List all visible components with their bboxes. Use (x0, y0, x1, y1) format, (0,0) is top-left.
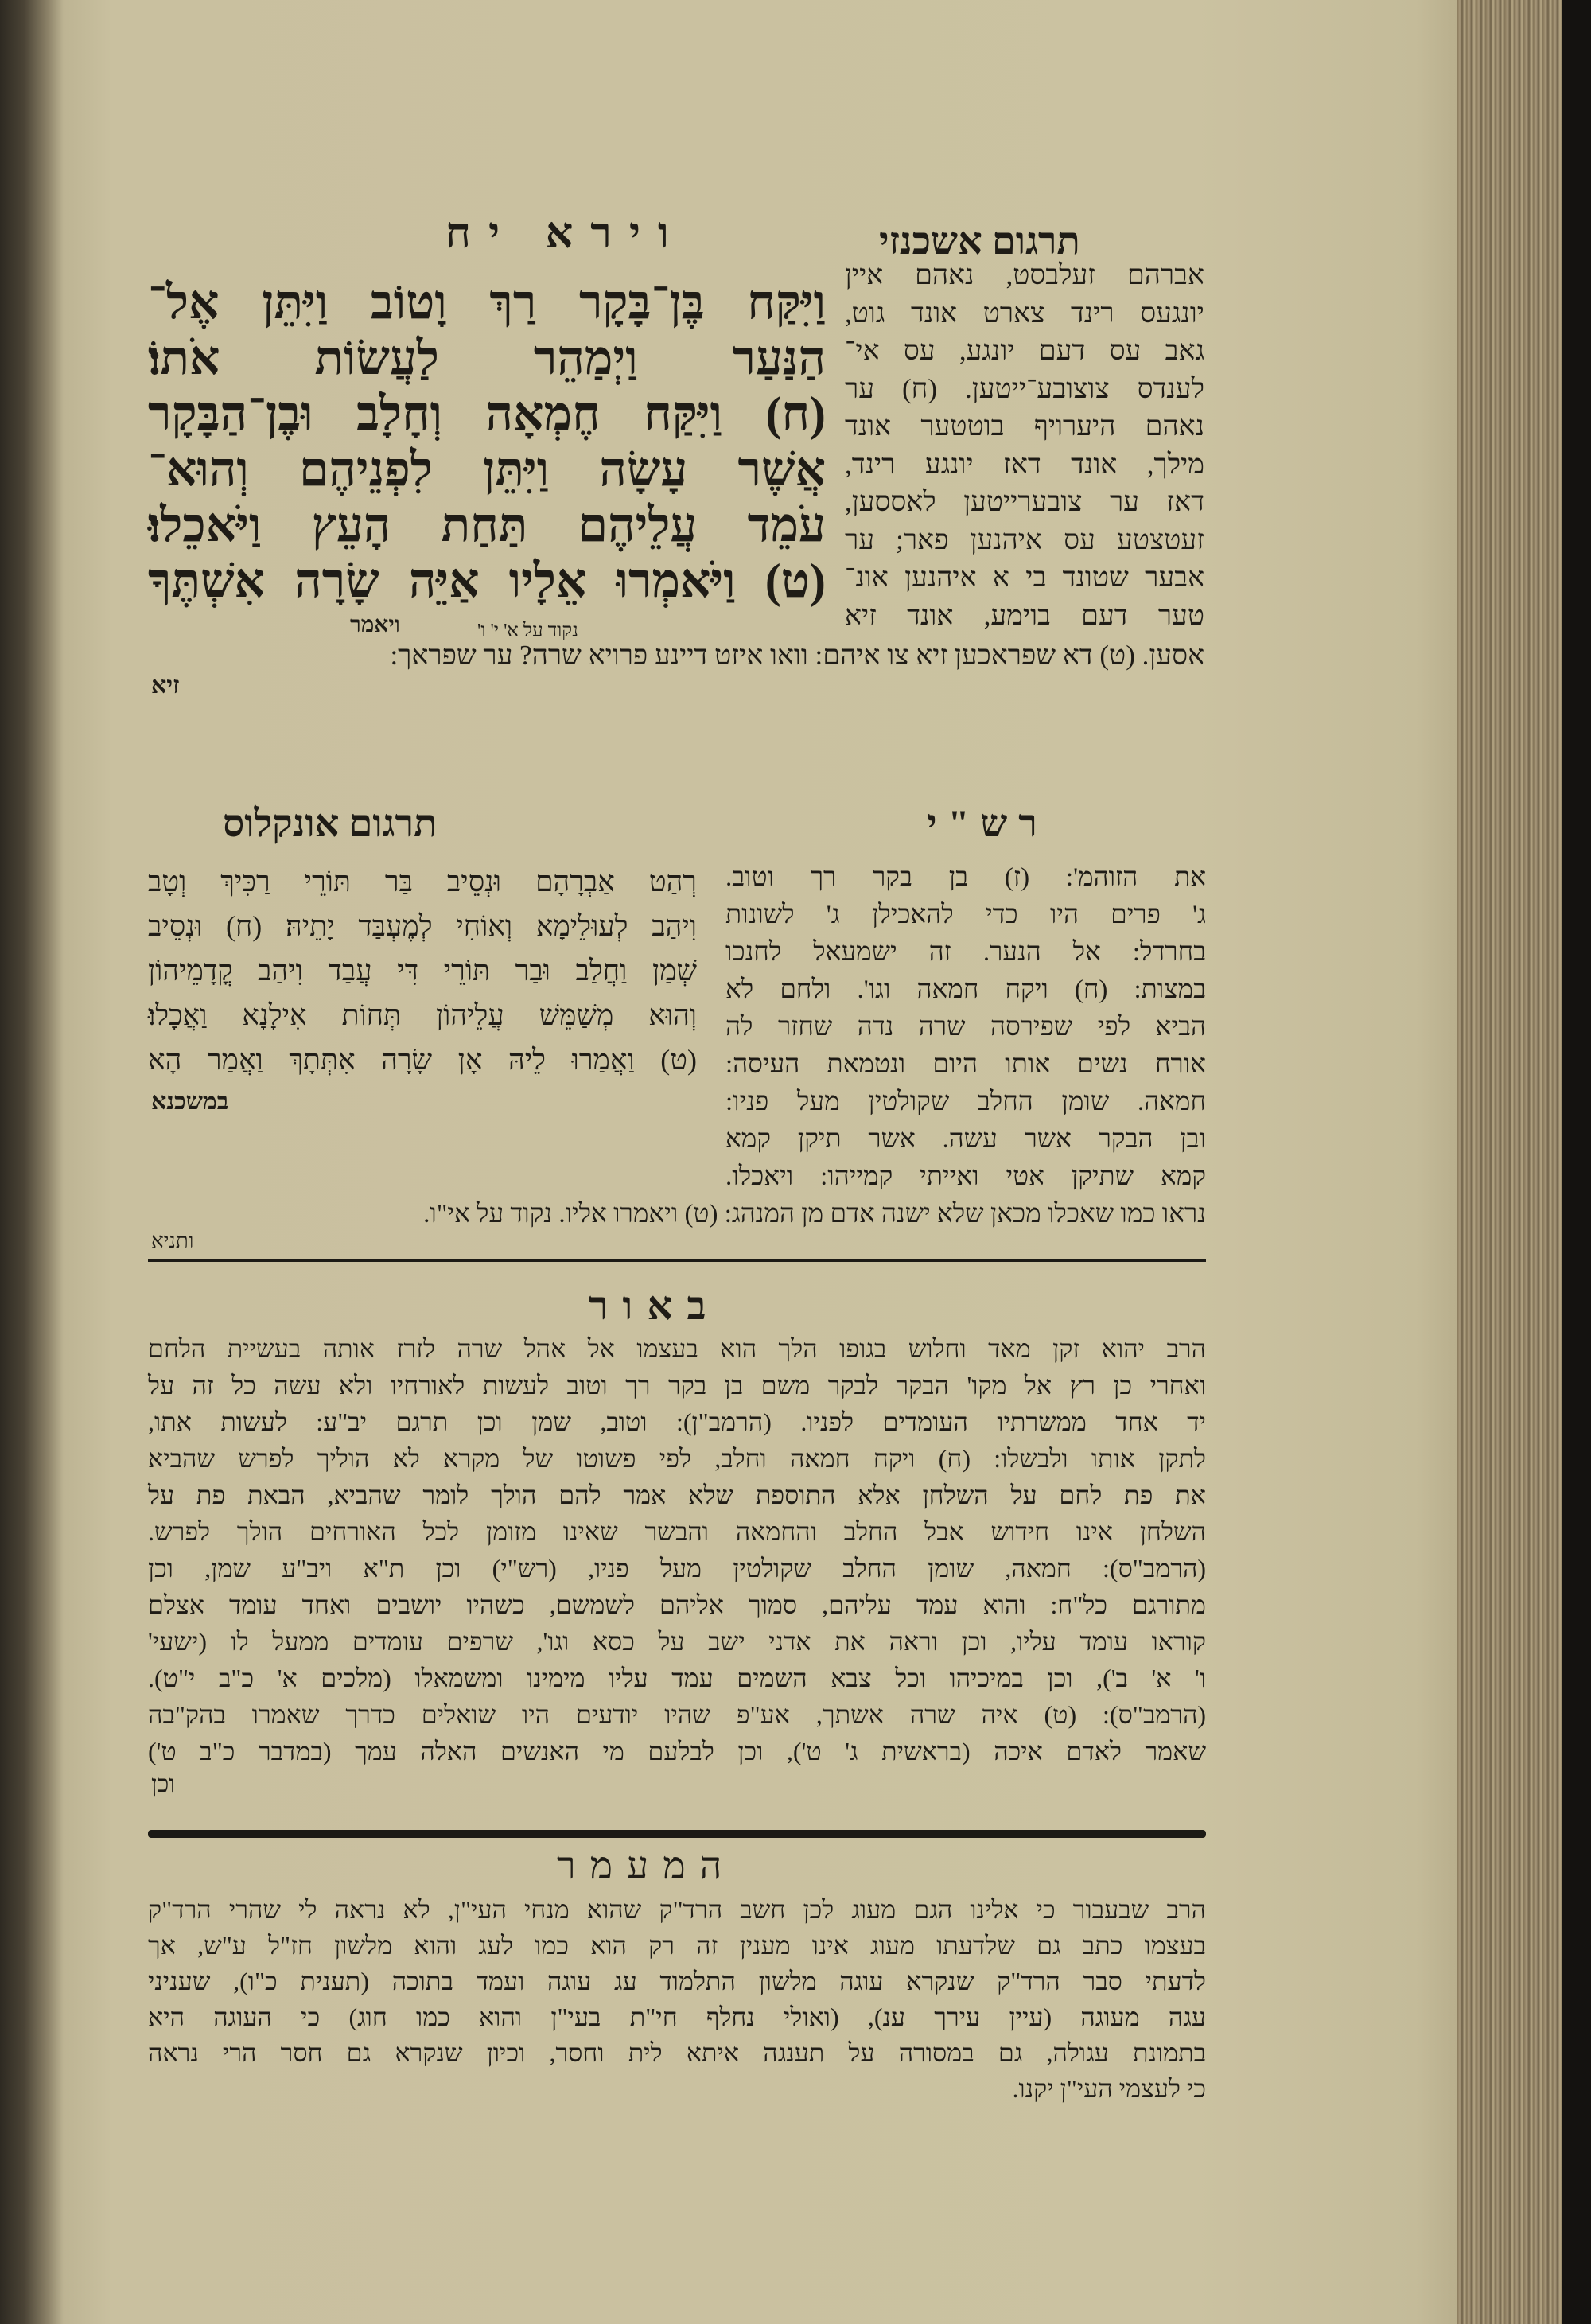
text-line: וְהוּא מְשַׁמֵּשׁ עֲלֵיהוֹן תְּחוֹת אִילָנָא וַאֲכָלוּ׃ (148, 999, 697, 1031)
onkelos-text (148, 859, 697, 1082)
text-line: את פת לחם על השלחן אלא התוספת שלא אמר להם הולך לומר שהביא, הבאת פת על (148, 1481, 1206, 1509)
text-line: לענדס צוצובע־ייטען. (ח) ער (845, 372, 1204, 404)
text-line: (ט) וַיֹּאמְרוּ אֵלָיו אַיֵּה שָׂרָה אִשְׁתֶּךָ (148, 555, 826, 607)
text-line: דאז ער צובערייטען לאססען, (845, 486, 1204, 517)
text-line: זעטצטע עס איהנען פאר; ער (845, 524, 1204, 555)
text-line: מתורגם כל"ח: והוא עמד עליהם, סמוך אליהם לשמשם, כשהיו יושבים ואחד עומד אצלם (148, 1590, 1206, 1619)
text-line: חמאה. שומן החלב שקולטין מעל פניו: (725, 1088, 1206, 1116)
text-line: (הרמב"ס): (ט) איה שרה אשתך, אע"פ שהיו יודעים היו שואלים כדרך שאמרו בהק"בה (148, 1700, 1206, 1729)
text-line: ו' א' ב'), וכן במיכיהו וכל צבא השמים עמד עליו מימינו ומשמאלו (מלכים א' כ"ב י"ט). (148, 1664, 1206, 1692)
text-line: עֹמֵד עֲלֵיהֶם תַּחַת הָעֵץ וַיֹּאכֵלוּ׃ (148, 499, 826, 551)
thick-divider (148, 1830, 1206, 1838)
text-line: הביא לפי שפירסה שרה נדה שחזר לה (725, 1013, 1206, 1041)
text-line: לתקן אותו ולבשלו: (ח) ויקח חמאה וחלב, לפי פשוטו של מקרא לא הוליך לפרש שהביא (148, 1444, 1206, 1473)
text-line: הרב שבעבור כי אלינו הגם מעוג לכן חשב הרד"ק שהוא מנחי העי"ן, לא נראה לי שהרי הרד"ק (148, 1895, 1206, 1924)
parsha-name: וירא (545, 209, 687, 257)
text-line: שְׁמַן וַחֲלַב וּבַר תּוֹרֵי דִּי עֲבַד וִיהַב קֳדָמֵיהוֹן (148, 955, 697, 987)
rashi-full-line (148, 1196, 1206, 1233)
text-line: אורח נשים אותו היום ונטמאת העיסה: (725, 1050, 1206, 1079)
text-line: אֲשֶׁר עָשָׂה וַיִּתֵּן לִפְנֵיהֶם וְהוּא־ (148, 443, 826, 496)
ashkenazi-catchword: זיא (151, 672, 180, 699)
text-line: יד אחד ממשרתיו העומדים לפניו. (הרמב"ן): וטוב, שמן וכן תרגם יב"ע: לעשות אתו, (148, 1407, 1206, 1436)
text-line: במצות: (ח) ויקח חמאה וגו'. ולחם לא (725, 975, 1206, 1004)
text-line: אסען. (ט) דא שפראכען זיא צו איהם: וואו איזט דיינע פרויא שרה? ער שפראך: (390, 640, 1204, 671)
verse-catchword: ויאמר (350, 613, 400, 637)
beur-text (148, 1330, 1206, 1769)
text-line: אברהם זעלבסט, נאהם איין (845, 259, 1204, 290)
text-line: לדעתי סבר הרד"ק שנקרא עוגה מלשון התלמוד עג עוגה ועמד בתוכה (תענית כ"ו), שעניני (148, 1967, 1206, 1995)
rashi-title: רש"י (927, 803, 1048, 845)
text-line: אבער שטונד בי א איהנען אונ־ (845, 562, 1204, 593)
text-line: הרב יהוא זקן מאד וחלוש בגופו הלך הוא בעצמו אל אהל שרה לזרז אותה בעשיית הלחם (148, 1334, 1206, 1363)
text-line: (ח) וַיִּקַּח חֶמְאָה וְחָלָב וּבֶן־הַבָּקָר (148, 387, 826, 440)
text-line: מילך, אונד דאז יונגע רינד, (845, 448, 1204, 480)
text-line: קמא שתיקן אטי ואייתי קמייהו: ויאכלו. (725, 1162, 1206, 1191)
ashkenazi-title: תרגום אשכנזי (879, 220, 1080, 263)
verse-note: נקוד על א' י' ו' (477, 621, 578, 641)
text-line: כי לעצמי העי"ן יקנו. (1012, 2074, 1206, 2103)
onkelos-title: תרגום אונקלוס (223, 803, 438, 845)
text-line: את הזוהמ': (ז) בן בקר רך וטוב. (725, 863, 1206, 892)
text-line: בחרדל: אל הנער. זה ישמעאל לחנכו (725, 938, 1206, 967)
text-line: ג' פרים היו כדי להאכילן ג' לשונות (725, 901, 1206, 929)
text-line: עגה מעוגה (עיין עירך ענ), (ואולי נחלף חי"ת בעי"ן והוא כמו חוג) כי העוגה היא (148, 2003, 1206, 2031)
text-line: טער דעם בוימע, אונד זיא (845, 599, 1204, 631)
page-edges (1457, 0, 1562, 2324)
text-line: קוראו עומד עליו, וכן וראה את אדני ישב על כסא וגו', שרפים עומדים ממעל לו (ישעי' (148, 1627, 1206, 1656)
text-line: יונגעס רינד צארט אונד גוט, (845, 297, 1204, 329)
text-line: נאהם היערויף בוטטער אונד (845, 411, 1204, 442)
rashi-text (725, 859, 1206, 1196)
text-line: גאב עס דעם יונגע, עס אי־ (845, 335, 1204, 366)
ashkenazi-translation (845, 256, 1204, 634)
book-cover-edge (1562, 0, 1591, 2324)
text-line: ואחרי כן רץ אל מקו' הבקר לבקר משם בן בקר רך וטוב לעשות לאורחיו ולא עשה כל זה על (148, 1371, 1206, 1399)
text-line: וַיִּקַּח בֶּן־בָּקָר רַךְ וָטוֹב וַיִּתֵּן אֶל־ (148, 276, 826, 329)
text-line: בתמונת עגולה, גם במסורה על תענגה איתא לית וחסר, וכיון שנקרא גם חסר הרי נראה (148, 2038, 1206, 2067)
text-line: הַנַּעַר וַיְמַהֵר לַעֲשׂוֹת אֹתוֹ׃ (148, 332, 826, 384)
text-line: בעצמו כתב גם שלדעתו מעוג אינו מענין זה רק הוא כמו לעג והוא מלשון חז"ל ע"ש, אך (148, 1931, 1206, 1960)
ashkenazi-full-line (148, 636, 1204, 674)
section-divider (148, 1259, 1206, 1262)
text-line: נראו כמו שאכלו מכאן שלא ישנה אדם מן המנהג: (ט) ויאמרו אליו. נקוד על אי"ו. (423, 1200, 1206, 1228)
verse-text (148, 274, 826, 609)
text-line: שאמר לאדם איכה (בראשית ג' ט'), וכן לבלעם מי האנשים האלה עמך (במדבר כ"ב ט') (148, 1737, 1206, 1765)
rashi-catchword: ותניא (151, 1229, 194, 1252)
chapter-number: יח (445, 209, 518, 257)
text-line: וִיהַב לְעוּלֵימָא וְאוֹחִי לְמֶעְבַּד יָתֵיהּ׃ (ח) וּנְסֵיב (148, 910, 697, 942)
text-line: (ט) וַאֲמַרוּ לֵיהּ אָן שָׂרָה אִתְּתָךְ וַאֲמַר הָא (148, 1044, 697, 1076)
text-line: ובן הבקר אשר עשה. אשר תיקן קמא (725, 1125, 1206, 1154)
text-line: השלחן אינו חידוש אבל החלב והחמאה והבשר שאינו מזומן לכל האורחים הולך לפרש. (148, 1517, 1206, 1546)
beur-catchword: וכן (151, 1771, 175, 1797)
beur-title: באור (589, 1283, 721, 1328)
onkelos-catchword: במשכנא (151, 1088, 229, 1115)
text-line: (הרמב"ס): חמאה, שומן החלב שקולטין מעל פניו, (רש"י) וכן ת"א ויב"ע שמן, וכן (148, 1554, 1206, 1582)
meamer-text (148, 1892, 1206, 2107)
meamer-title: המעמר (557, 1845, 737, 1887)
running-header (445, 208, 687, 258)
text-line: רְהַט אַבְרָהָם וּנְסֵיב בַּר תּוֹרֵי רַכִּיךְ וְטָב (148, 866, 697, 897)
